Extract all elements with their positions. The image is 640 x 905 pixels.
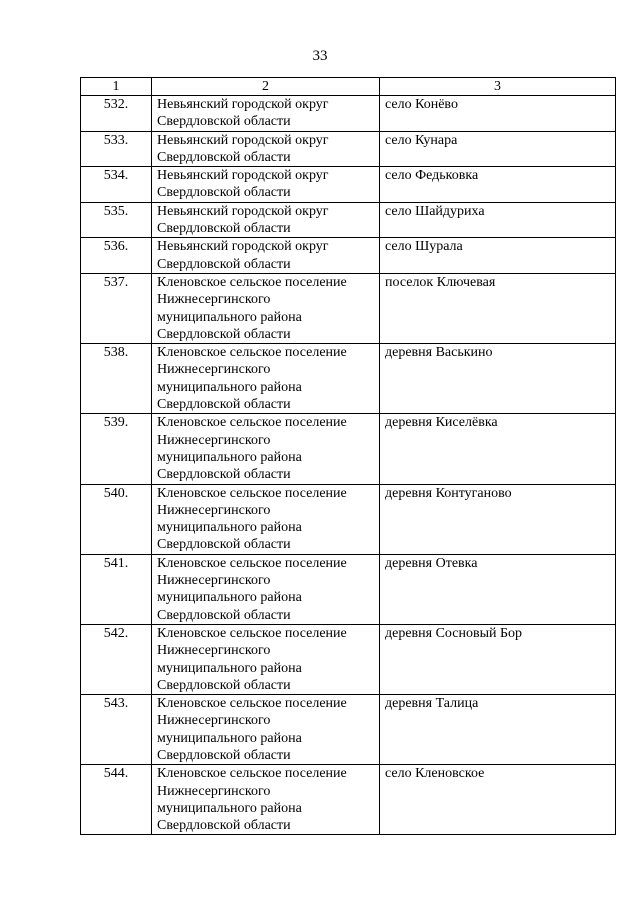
row-number: 538. (81, 344, 152, 414)
settlement-cell: село Шурала (380, 238, 616, 274)
municipality-cell (152, 554, 380, 624)
municipality-line: Нижнесергинского (157, 573, 271, 589)
municipality-line: Кленовское сельское поселение (157, 345, 347, 361)
settlement-cell: село Кленовское (380, 765, 616, 835)
table-row (81, 202, 616, 238)
municipality-line: Кленовское сельское поселение (157, 555, 347, 571)
municipality-line: Свердловской области (157, 397, 291, 413)
row-number: 540. (81, 484, 152, 554)
row-number: 536. (81, 238, 152, 274)
row-number: 539. (81, 414, 152, 484)
settlement-cell: деревня Сосновый Бор (380, 624, 616, 694)
municipality-line: Невьянский городской округ (157, 239, 329, 255)
table-row (81, 414, 616, 484)
municipality-cell (152, 167, 380, 203)
row-number: 535. (81, 202, 152, 238)
municipality-line: Кленовское сельское поселение (157, 766, 347, 782)
municipality-line: Нижнесергинского (157, 713, 271, 729)
row-number: 541. (81, 554, 152, 624)
table-row (81, 96, 616, 132)
municipality-line: Невьянский городской округ (157, 168, 329, 184)
table-row (81, 238, 616, 274)
settlement-cell: село Кунара (380, 131, 616, 167)
table-row (81, 131, 616, 167)
municipality-line: Нижнесергинского (157, 502, 271, 518)
municipality-line: муниципального района (157, 800, 302, 816)
table-row (81, 624, 616, 694)
municipality-line: Невьянский городской округ (157, 203, 329, 219)
municipality-line: муниципального района (157, 730, 302, 746)
settlement-cell: деревня Киселёвка (380, 414, 616, 484)
table-row (81, 484, 616, 554)
municipality-line: Невьянский городской округ (157, 132, 329, 148)
municipality-line: муниципального района (157, 520, 302, 536)
municipality-line: Свердловской области (157, 467, 291, 483)
municipality-line: Кленовское сельское поселение (157, 274, 347, 290)
municipality-cell (152, 238, 380, 274)
settlement-cell: село Конёво (380, 96, 616, 132)
settlement-cell: деревня Отевка (380, 554, 616, 624)
table-row (81, 765, 616, 835)
municipality-cell (152, 624, 380, 694)
settlements-table (80, 77, 616, 835)
municipality-line: Свердловской области (157, 677, 291, 693)
column-header-3: 3 (380, 78, 616, 96)
page-number: 33 (312, 48, 328, 64)
table-row (81, 554, 616, 624)
settlement-cell: село Шайдуриха (380, 202, 616, 238)
row-number: 537. (81, 273, 152, 343)
settlement-cell: деревня Васькино (380, 344, 616, 414)
table-row (81, 167, 616, 203)
municipality-line: Свердловской области (157, 537, 291, 553)
municipality-cell (152, 96, 380, 132)
table-row (81, 695, 616, 765)
municipality-cell (152, 695, 380, 765)
municipality-cell (152, 273, 380, 343)
table-row (81, 344, 616, 414)
municipality-line: Свердловской области (157, 221, 291, 237)
municipality-cell (152, 131, 380, 167)
municipality-line: Нижнесергинского (157, 783, 271, 799)
municipality-cell (152, 344, 380, 414)
settlement-cell: деревня Талица (380, 695, 616, 765)
municipality-line: Кленовское сельское поселение (157, 415, 347, 431)
row-number: 544. (81, 765, 152, 835)
row-number: 533. (81, 131, 152, 167)
municipality-line: Нижнесергинского (157, 362, 271, 378)
municipality-line: Свердловской области (157, 114, 291, 130)
municipality-line: Кленовское сельское поселение (157, 485, 347, 501)
municipality-line: Свердловской области (157, 607, 291, 623)
municipality-line: Нижнесергинского (157, 292, 271, 308)
municipality-line: Свердловской области (157, 818, 291, 834)
municipality-line: муниципального района (157, 660, 302, 676)
table-row (81, 273, 616, 343)
municipality-line: Свердловской области (157, 149, 291, 165)
settlement-cell: поселок Ключевая (380, 273, 616, 343)
municipality-cell (152, 484, 380, 554)
municipality-line: Невьянский городской округ (157, 97, 329, 112)
municipality-line: муниципального района (157, 590, 302, 606)
municipality-cell (152, 202, 380, 238)
municipality-line: Свердловской области (157, 326, 291, 342)
row-number: 542. (81, 624, 152, 694)
row-number: 543. (81, 695, 152, 765)
table-header-row (81, 78, 616, 96)
column-header-2: 2 (152, 78, 380, 96)
municipality-line: Нижнесергинского (157, 643, 271, 659)
row-number: 532. (81, 96, 152, 132)
municipality-line: Свердловской области (157, 185, 291, 201)
settlement-cell: деревня Контуганово (380, 484, 616, 554)
municipality-line: Свердловской области (157, 747, 291, 763)
municipality-cell (152, 414, 380, 484)
row-number: 534. (81, 167, 152, 203)
municipality-line: муниципального района (157, 379, 302, 395)
municipality-line: Свердловской области (157, 256, 291, 272)
municipality-line: Нижнесергинского (157, 432, 271, 448)
municipality-line: Кленовское сельское поселение (157, 625, 347, 641)
settlement-cell: село Федьковка (380, 167, 616, 203)
column-header-1: 1 (81, 78, 152, 96)
municipality-line: муниципального района (157, 309, 302, 325)
municipality-line: Кленовское сельское поселение (157, 696, 347, 712)
municipality-line: муниципального района (157, 449, 302, 465)
municipality-cell (152, 765, 380, 835)
